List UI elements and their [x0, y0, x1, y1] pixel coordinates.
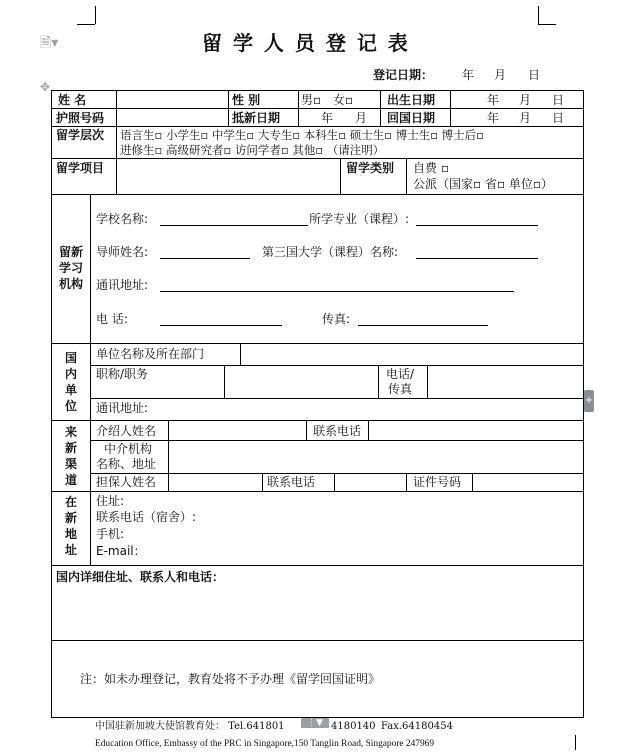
institution-fax-label: 传真: — [322, 312, 351, 326]
dorm-phone-label[interactable]: 联系电话（宿舍）: — [96, 510, 197, 524]
arrival-date-label: 抵新日期 — [232, 111, 281, 125]
home-detail-label: 国内详细住址、联系人和电话： — [56, 570, 225, 584]
agency-field[interactable] — [170, 442, 582, 472]
study-project-field[interactable] — [118, 160, 338, 192]
crop-mark — [538, 6, 539, 24]
unit-name-label: 单位名称及所在部门 — [96, 347, 205, 361]
institution-phone-label: 电 话: — [96, 312, 128, 326]
institution-label: 留新学习机构 — [58, 245, 83, 291]
guarantor-phone-field[interactable] — [336, 475, 404, 490]
domestic-phone-fax-label-2: 传真 — [388, 382, 413, 396]
introducer-label: 介绍人姓名 — [96, 424, 157, 438]
study-level-label: 留学层次 — [56, 128, 105, 142]
return-month: 月 — [519, 111, 532, 125]
arrival-channel-label: 来新渠道 — [64, 425, 77, 487]
guarantor-field[interactable] — [170, 475, 260, 490]
study-level-options-2[interactable]: 进修生▫ 高级研究者▫ 访问学者▫ 其他▫ （请注明） — [120, 143, 385, 157]
supervisor-label: 导师姓名: — [96, 245, 149, 259]
name-field[interactable] — [118, 92, 226, 106]
mobile-label[interactable]: 手机: — [96, 527, 125, 541]
institution-address-input[interactable] — [160, 291, 514, 292]
domestic-address-label: 通讯地址: — [96, 401, 149, 415]
return-day: 日 — [552, 111, 565, 125]
side-handle-icon[interactable]: + — [584, 390, 594, 412]
study-type-label: 留学类别 — [346, 161, 395, 175]
reg-date-label: 登记日期： — [373, 68, 434, 82]
arrival-year: 年 — [321, 111, 334, 125]
singapore-address-label: 在新地址 — [64, 495, 77, 557]
return-year: 年 — [487, 111, 500, 125]
footer-contact-1: 中国驻新加坡大使馆教育处： Tel.641801 — [95, 721, 285, 732]
name-label: 姓 名 — [58, 93, 87, 107]
arrival-month: 月 — [355, 111, 368, 125]
birth-day: 日 — [552, 93, 565, 107]
domestic-unit-label: 国内单位 — [64, 351, 77, 413]
passport-field[interactable] — [118, 110, 226, 124]
reg-date-month: 月 — [494, 68, 507, 82]
id-number-label: 证件号码 — [413, 475, 462, 489]
guarantor-label: 担保人姓名 — [96, 475, 157, 489]
school-name-label: 学校名称: — [96, 212, 149, 226]
study-level-options-1[interactable]: 语言生▫ 小学生▫ 中学生▫ 大专生▫ 本科生▫ 硕士生▫ 博士生▫ 博士后▫ — [120, 128, 484, 142]
footer-contact-2: 4180140 — [331, 721, 376, 732]
school-name-input[interactable] — [160, 225, 308, 226]
gender-label: 性 别 — [232, 93, 261, 107]
move-handle-icon[interactable]: ✥ — [40, 80, 51, 94]
institution-fax-input[interactable] — [358, 325, 488, 326]
third-university-input[interactable] — [416, 258, 538, 259]
passport-label: 护照号码 — [56, 111, 105, 125]
crop-mark — [575, 735, 576, 750]
unit-name-field[interactable] — [242, 345, 582, 364]
institution-phone-input[interactable] — [160, 325, 282, 326]
footer-fax: Fax.64180454 — [381, 721, 453, 732]
footer-overlay-icon[interactable]: ⋮▼ — [301, 718, 329, 728]
introducer-phone-label: 联系电话 — [313, 424, 362, 438]
reg-date-year: 年 — [462, 68, 475, 82]
id-number-field[interactable] — [474, 475, 582, 490]
introducer-phone-field[interactable] — [370, 422, 582, 438]
reg-date-day: 日 — [528, 68, 541, 82]
home-detail-field[interactable] — [53, 586, 581, 638]
crop-mark — [538, 24, 556, 25]
major-label: 所学专业（课程）: — [309, 212, 410, 226]
birth-month: 月 — [519, 93, 532, 107]
public-funded-checkbox[interactable]: 公派（国家▫ 省▫ 单位▫） — [413, 177, 554, 191]
agency-label-2: 名称、地址 — [96, 457, 157, 471]
guarantor-phone-label: 联系电话 — [267, 475, 316, 489]
job-title-field[interactable] — [226, 367, 376, 397]
study-project-label: 留学项目 — [56, 161, 105, 175]
registration-note: 注：如未办理登记，教育处将不予办理《留学回国证明》 — [80, 672, 381, 686]
residence-address-label[interactable]: 住址: — [96, 494, 125, 508]
supervisor-input[interactable] — [160, 258, 250, 259]
document-icon[interactable]: 🗎▾ — [40, 35, 59, 51]
job-title-label: 职称/职务 — [96, 367, 149, 381]
domestic-phone-fax-label-1: 电话/ — [386, 367, 415, 381]
self-funded-checkbox[interactable]: 自费 ▫ — [413, 161, 449, 175]
crop-mark — [95, 6, 96, 24]
birth-year: 年 — [487, 93, 500, 107]
introducer-field[interactable] — [170, 422, 304, 438]
female-checkbox[interactable]: 女▫ — [333, 93, 354, 107]
agency-label-1: 中介机构 — [104, 442, 153, 456]
domestic-phone-field[interactable] — [429, 367, 581, 397]
page-title: 留 学 人 员 登 记 表 — [202, 31, 410, 55]
institution-address-label: 通讯地址: — [96, 278, 149, 292]
birth-date-label: 出生日期 — [387, 93, 436, 107]
footer-address: Education Office, Embassy of the PRC in Singapore,150 Tanglin Road, Singapore 247969 — [95, 739, 435, 749]
male-checkbox[interactable]: 男▫ — [301, 93, 322, 107]
third-university-label: 第三国大学（课程）名称: — [262, 245, 399, 259]
return-date-label: 回国日期 — [387, 111, 436, 125]
crop-mark — [77, 24, 95, 25]
email-label[interactable]: E-mail： — [96, 544, 146, 558]
major-input[interactable] — [416, 225, 538, 226]
